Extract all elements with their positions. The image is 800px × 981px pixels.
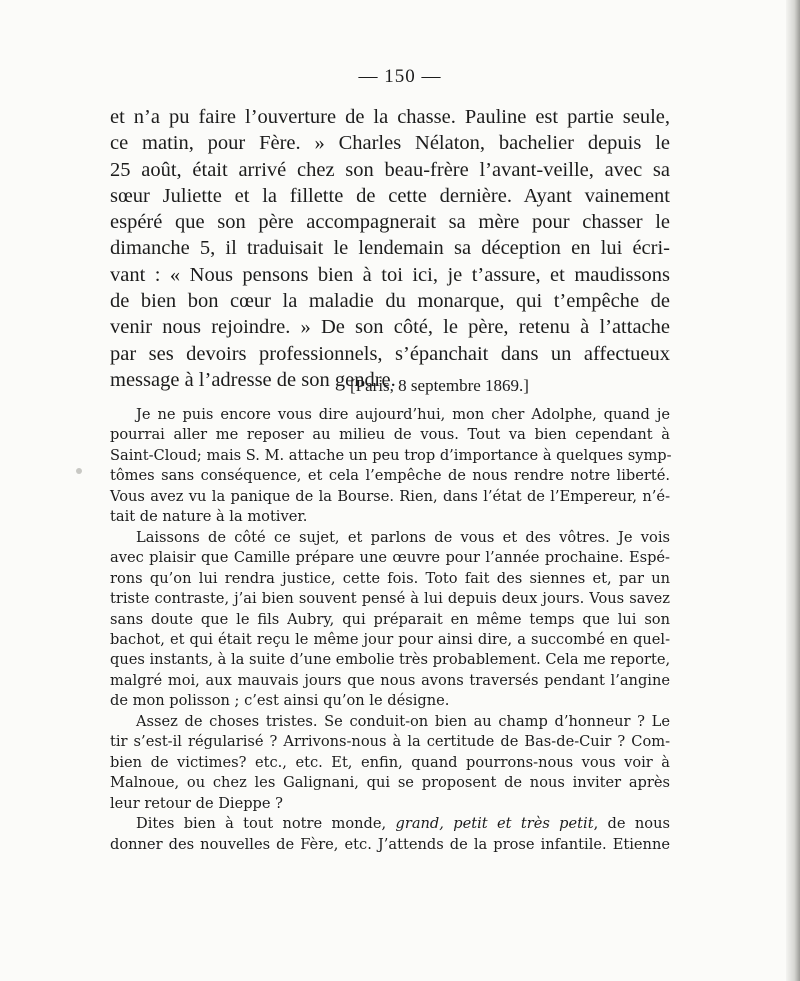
page-number: — 150 —: [358, 66, 442, 87]
letter-line: bien de victimes? etc., etc. Et, enfin, quand pourrons-nous vous voir à: [110, 753, 670, 771]
letter-line: leur retour de Dieppe ?: [110, 794, 284, 812]
page-edge-shadow: [786, 0, 800, 981]
letter-line: pourrai aller me reposer au milieu de vous. Tout va bien cependant à: [110, 426, 670, 444]
letter-line-end: , de nous: [593, 815, 670, 833]
text-line: vant : « Nous pensons bien à toi ici, je t’assure, et maudissons: [110, 263, 670, 286]
letter-line: Je ne puis encore vous dire aujourd’hui, mon cher Adolphe, quand je: [136, 406, 670, 423]
letter-line-start: Dites bien à tout notre monde,: [136, 815, 387, 833]
text-line: ce matin, pour Fère. » Charles Nélaton, bachelier depuis le: [110, 132, 670, 155]
text-line: message à l’adresse de son gendre.: [110, 368, 396, 391]
letter-dateline: [Paris, 8 septembre 1869.]: [350, 376, 529, 395]
text-line: sœur Juliette et la fillette de cette dernière. Ayant vainement: [110, 184, 670, 207]
narrative-paragraph: [110, 104, 670, 393]
letter-line: avec plaisir que Camille prépare une œuvre pour l’année prochaine. Espé-: [110, 549, 670, 567]
letter-line: ques instants, à la suite d’une embolie très probablement. Cela me reporte,: [110, 651, 671, 669]
letter-line: [110, 814, 670, 834]
letter-line: triste contraste, j’ai bien souvent pensé à lui depuis deux jours. Vous savez: [110, 590, 670, 608]
letter-line: de mon polisson ; c’est ainsi qu’on le désigne.: [110, 692, 450, 710]
letter-line: tômes sans conséquence, et cela l’empêche de nous rendre notre liberté.: [110, 467, 670, 485]
letter-line: tait de nature à la motiver.: [110, 508, 308, 526]
italic-phrase: grand, petit et très petit: [395, 815, 594, 833]
text-line: et n’a pu faire l’ouverture de la chasse. Pauline est partie seule,: [110, 106, 670, 128]
letter-line: Laissons de côté ce sujet, et parlons de vous et des vôtres. Je vois: [136, 528, 670, 546]
letter-line: Malnoue, ou chez les Galignani, qui se proposent de nous inviter après: [110, 774, 670, 792]
paper-spot: [76, 468, 82, 474]
text-line: de bien bon cœur la maladie du monarque, qui t’empêche de: [110, 290, 670, 313]
text-line: dimanche 5, il traduisait le lendemain sa déception en lui écri-: [110, 237, 670, 260]
letter-line: tir s’est-il régularisé ? Arrivons-nous à la certitude de Bas-de-Cuir ? Com-: [110, 733, 670, 751]
quoted-letter: [110, 405, 670, 855]
text-line: venir nous rejoindre. » De son côté, le père, retenu à l’attache: [110, 316, 670, 339]
text-line: par ses devoirs professionnels, s’épanchait dans un affectueux: [110, 342, 670, 365]
letter-line: Saint-Cloud; mais S. M. attache un peu trop d’importance à quelques symp-: [110, 446, 672, 464]
letter-line: rons qu’on lui rendra justice, cette fois. Toto fait des siennes et, par un: [110, 569, 670, 587]
letter-line: sans doute que le fils Aubry, qui préparait en même temps que lui son: [110, 610, 670, 628]
letter-line: donner des nouvelles de Fère, etc. J’attends de la prose infantile. Etienne: [110, 835, 670, 853]
letter-line: malgré moi, aux mauvais jours que nous avons traversés pendant l’angine: [110, 671, 670, 689]
letter-line: Assez de choses tristes. Se conduit-on bien au champ d’honneur ? Le: [136, 712, 670, 730]
text-line: espéré que son père accompagnerait sa mère pour chasser le: [110, 211, 670, 234]
letter-line: bachot, et qui était reçu le même jour pour ainsi dire, a succombé en quel-: [110, 630, 670, 648]
text-line: 25 août, était arrivé chez son beau-frère l’avant-veille, avec sa: [110, 158, 670, 181]
letter-line: Vous avez vu la panique de la Bourse. Rien, dans l’état de l’Empereur, n’é-: [110, 487, 670, 505]
